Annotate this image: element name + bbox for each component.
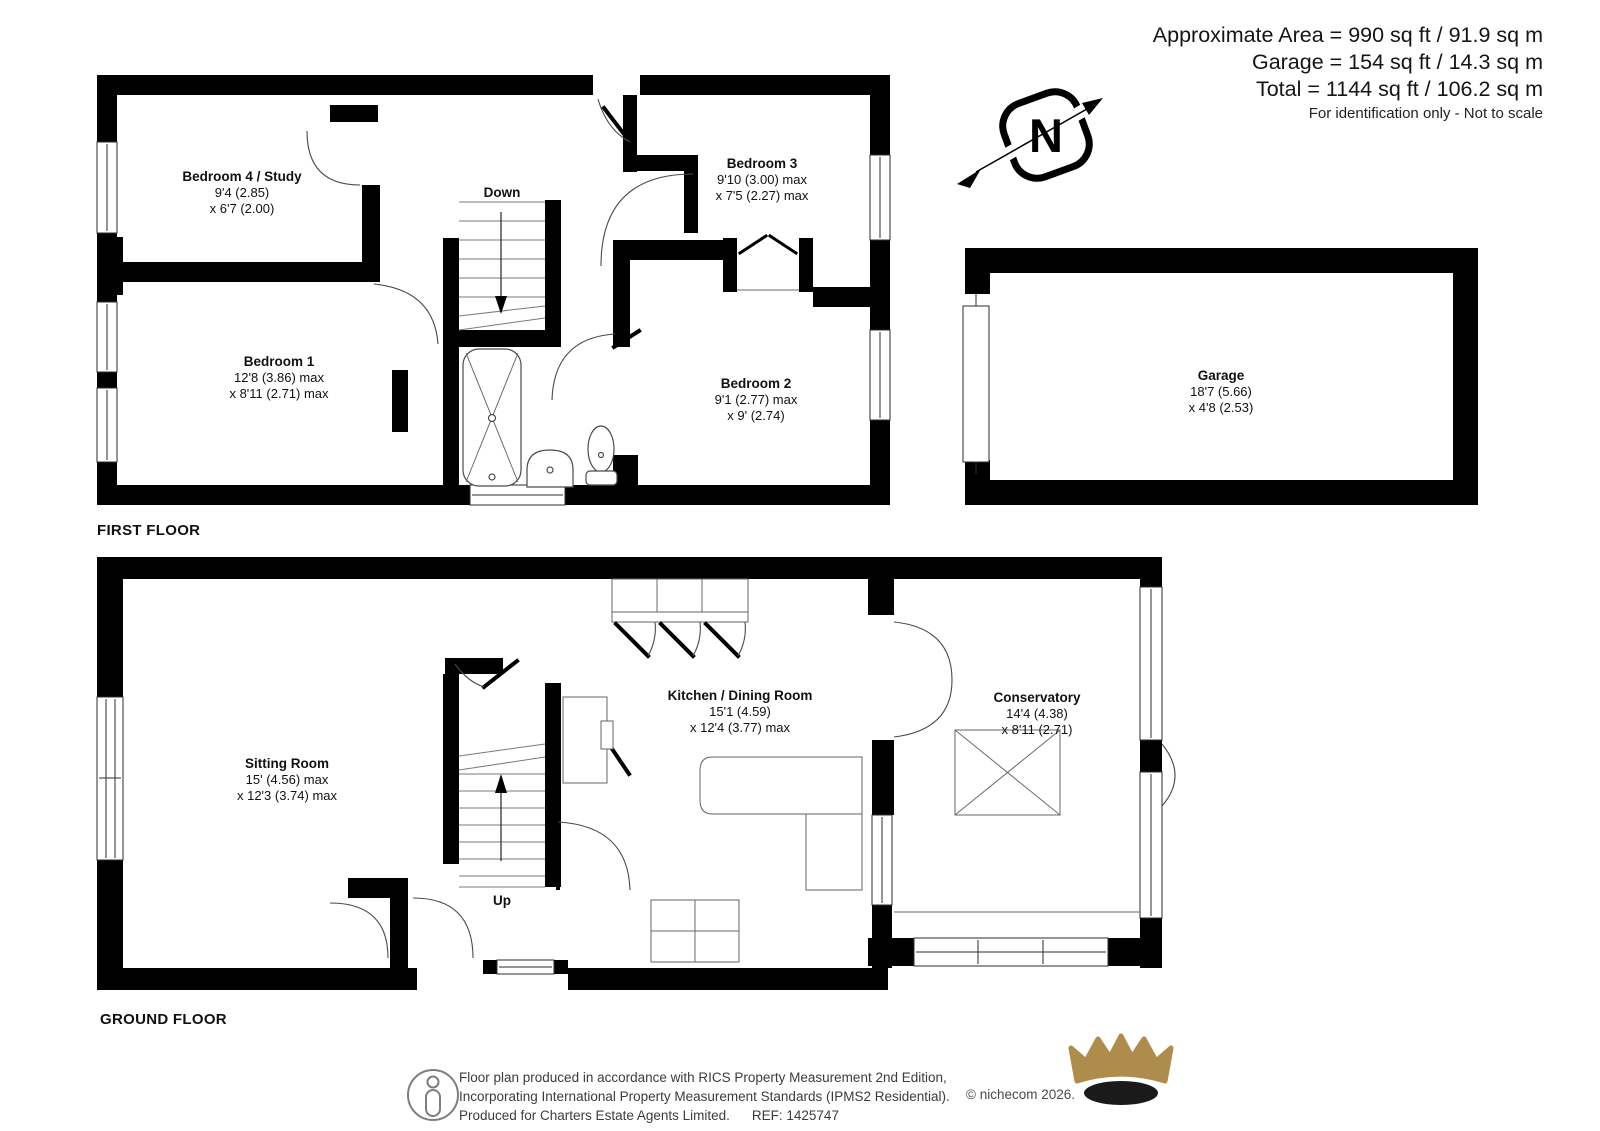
room-dim: x 8'11 (2.71) <box>1001 722 1073 737</box>
room-label-bedroom1 <box>229 354 329 401</box>
north-compass-icon <box>957 85 1103 188</box>
first-floor-label: FIRST FLOOR <box>97 522 201 539</box>
conservatory-window <box>1140 772 1162 918</box>
conservatory-window <box>914 938 1108 966</box>
room-label-kitchen-dining <box>668 688 813 735</box>
room-dim: 9'10 (3.00) max <box>717 172 807 187</box>
first-floor-window <box>97 142 117 233</box>
ground-floor-plan <box>97 557 1175 1028</box>
garage-plan <box>963 248 1478 505</box>
porch-window <box>497 960 554 974</box>
area-summary <box>1153 22 1543 125</box>
kitchen-side-window <box>872 815 892 905</box>
stairs-up-label: Up <box>493 893 511 908</box>
garage-door <box>963 294 989 474</box>
first-floor-window <box>870 155 890 240</box>
room-label-garage <box>1189 368 1254 415</box>
stairs-up-arrow <box>495 774 507 793</box>
bathroom-fixtures <box>463 349 617 487</box>
first-floor-window <box>870 330 890 420</box>
disclaimer-line3 <box>459 1106 950 1125</box>
room-dim: x 7'5 (2.27) max <box>715 188 809 203</box>
stairs-up <box>459 744 545 887</box>
room-dim: 12'8 (3.86) max <box>234 370 324 385</box>
garage-area-text: Garage = 154 sq ft / 14.3 sq m <box>1251 50 1543 74</box>
room-dim: x 9' (2.74) <box>727 408 785 423</box>
first-floor-window <box>97 388 117 462</box>
first-floor-plan <box>97 75 890 539</box>
disclaimer-line1: Floor plan produced in accordance with RICS Property Measurement 2nd Edition, <box>459 1070 947 1085</box>
room-dim: x 6'7 (2.00) <box>209 201 275 216</box>
stairs-down <box>459 202 545 330</box>
ground-floor-label: GROUND FLOOR <box>100 1011 227 1028</box>
room-label-sitting-room <box>237 756 338 803</box>
total-area-text: Total = 1144 sq ft / 106.2 sq m <box>1255 77 1543 101</box>
room-dim: x 12'3 (3.74) max <box>236 788 338 803</box>
compass-north-letter: N <box>1029 109 1063 162</box>
charters-crown-logo <box>1071 1036 1171 1105</box>
room-dim: 15'1 (4.59) <box>709 704 771 719</box>
measurement-person-icon <box>408 1070 458 1120</box>
reference-number: REF: 1425747 <box>751 1108 839 1123</box>
room-name: Sitting Room <box>245 756 329 771</box>
hall-steps <box>651 900 739 962</box>
kitchen-appliance <box>563 697 613 783</box>
room-label-bedroom2 <box>715 376 798 423</box>
room-label-conservatory <box>993 690 1081 737</box>
disclaimer-line2: Incorporating International Property Measurement Standards (IPMS2 Residential). <box>459 1089 950 1104</box>
room-dim: 9'1 (2.77) max <box>714 392 798 407</box>
kitchen-units <box>612 579 748 656</box>
room-dim: 9'4 (2.85) <box>214 185 270 200</box>
room-dim: 15' (4.56) max <box>245 772 329 787</box>
conservatory-window <box>1140 587 1162 740</box>
room-name: Conservatory <box>993 690 1081 705</box>
stairs-down-label: Down <box>483 185 521 200</box>
approximate-area-text: Approximate Area = 990 sq ft / 91.9 sq m <box>1152 23 1543 47</box>
room-name: Bedroom 1 <box>243 354 315 369</box>
room-dim: x 4'8 (2.53) <box>1188 400 1254 415</box>
toilet <box>588 426 614 472</box>
room-dim: x 12'4 (3.77) max <box>689 720 791 735</box>
kitchen-counter <box>700 757 862 890</box>
room-name: Bedroom 2 <box>720 376 792 391</box>
room-label-bedroom3 <box>716 156 809 203</box>
room-dim: 18'7 (5.66) <box>1190 384 1252 399</box>
produced-for-text: Produced for Charters Estate Agents Limited. <box>459 1108 730 1123</box>
conservatory-roof-lantern <box>955 730 1060 815</box>
room-name: Garage <box>1197 368 1245 383</box>
room-name: Bedroom 3 <box>726 156 798 171</box>
room-dim: x 8'11 (2.71) max <box>229 386 329 401</box>
room-name: Bedroom 4 / Study <box>182 169 302 184</box>
room-label-bedroom4-study <box>182 169 302 216</box>
first-floor-window <box>97 302 117 372</box>
bathroom-window <box>470 485 565 505</box>
room-name: Kitchen / Dining Room <box>667 688 813 703</box>
room-dim: 14'4 (4.38) <box>1006 706 1068 721</box>
copyright-text: © nichecom 2026. <box>966 1087 1076 1102</box>
identification-note: For identification only - Not to scale <box>1308 105 1543 122</box>
sitting-room-window <box>97 697 123 860</box>
footer-disclaimer <box>459 1068 950 1125</box>
